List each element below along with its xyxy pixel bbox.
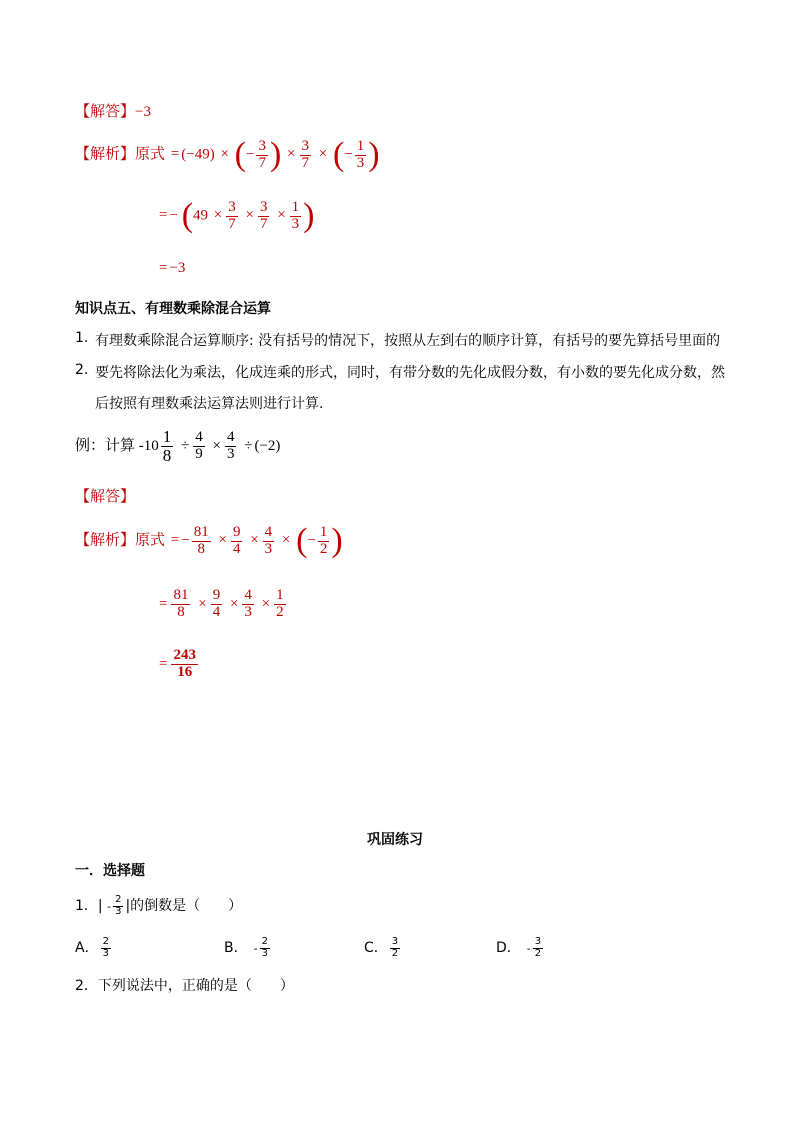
times-sign: ×	[212, 437, 221, 454]
fraction: $\frac{3}{7}$	[228, 198, 236, 232]
neg-sign: −	[181, 532, 190, 549]
abs-bar-open: |	[97, 898, 103, 914]
equals-sign: =	[170, 146, 180, 163]
analysis-line-2	[157, 199, 315, 233]
factor: (−49)	[181, 146, 215, 163]
paren-open: (	[181, 197, 194, 234]
option-c[interactable]	[364, 937, 402, 959]
yuanshi-label: 原式	[135, 532, 166, 549]
question-1	[75, 895, 242, 917]
answer-tag: 【解答】	[75, 102, 136, 120]
option-d[interactable]	[496, 937, 545, 959]
times-sign: ×	[218, 532, 227, 549]
answer-tag-2: 【解答】	[75, 487, 136, 505]
times-sign: ×	[213, 207, 223, 224]
abs-bar-close: |	[125, 898, 131, 914]
divisor: (−2)	[254, 437, 281, 454]
neg-sign: −	[246, 146, 255, 163]
fraction: $\frac{9}{4}$	[232, 523, 241, 557]
neg-sign: -	[253, 942, 258, 955]
list-item-2	[75, 362, 725, 381]
paren-open: (	[332, 136, 345, 173]
list-item-1	[75, 330, 721, 349]
analysis2-line-2	[157, 588, 288, 621]
option-label: A．	[75, 940, 99, 956]
analysis-line-1	[75, 138, 380, 172]
times-sign: ×	[287, 146, 296, 163]
fraction: $\frac{1}{2}$	[276, 587, 284, 620]
yuanshi-label: 原式	[135, 146, 166, 163]
neg-sign: -	[107, 900, 112, 913]
times-sign: ×	[229, 595, 239, 612]
fraction: $\frac{4}{9}$	[195, 429, 203, 462]
analysis-line-3	[157, 260, 185, 277]
fraction: $\frac{9}{4}$	[212, 587, 221, 620]
fraction: $\frac{2}{3}$	[102, 936, 109, 959]
section-heading: 知识点五、有理数乘除混合运算	[75, 301, 271, 317]
times-sign: ×	[318, 146, 328, 163]
paren-close: )	[303, 197, 315, 234]
example-problem	[75, 428, 280, 465]
list-number: 2.	[75, 362, 89, 378]
neg-sign: −	[307, 532, 316, 549]
answer-line-1	[75, 100, 151, 121]
fraction: $\frac{1}{2}$	[319, 523, 328, 557]
list-item-2-continuation: 后按照有理数乘法运算法则进行计算.	[95, 396, 324, 412]
fraction: $\frac{1}{8}$	[162, 427, 172, 465]
neg-sign: -	[526, 942, 531, 955]
paren-close: )	[331, 522, 343, 559]
mixed-number-whole: -10	[138, 437, 159, 454]
fraction: $\frac{81}{8}$	[173, 587, 189, 620]
practice-title: 巩固练习	[367, 832, 423, 848]
answer-value: −3	[135, 104, 151, 120]
divide-sign: ÷	[181, 437, 190, 454]
equals-sign: =	[159, 207, 168, 224]
times-sign: ×	[198, 595, 207, 612]
fraction: $\frac{2}{3}$	[115, 894, 122, 917]
analysis2-line-1	[75, 524, 343, 558]
times-sign: ×	[250, 532, 259, 549]
fraction: $\frac{3}{2}$	[391, 936, 399, 959]
times-sign: ×	[281, 532, 291, 549]
fraction: $\frac{4}{3}$	[244, 587, 252, 620]
option-label: D．	[496, 940, 521, 956]
neg-sign: −	[169, 207, 178, 224]
paren-close: )	[368, 136, 380, 173]
analysis-tag: 【解析】	[75, 146, 136, 163]
times-sign: ×	[245, 207, 254, 224]
fraction: $\frac{1}{3}$	[356, 137, 365, 171]
option-label: C．	[364, 940, 388, 956]
result-fraction: $\frac{243}{16}$	[173, 647, 196, 680]
list-number: 1.	[75, 330, 89, 346]
times-sign: ×	[220, 146, 229, 163]
fraction: $\frac{3}{7}$	[301, 137, 310, 171]
list-text: 要先将除法化为乘法，化成连乘的形式，同时，有带分数的先化成假分数，有小数的要先化成分数，然	[95, 365, 725, 381]
fraction: $\frac{2}{3}$	[261, 936, 268, 959]
factor: 49	[193, 207, 209, 224]
fraction: $\frac{81}{8}$	[193, 523, 209, 557]
question-2: 2．下列说法中，正确的是（ ）	[75, 978, 294, 994]
list-text: 有理数乘除混合运算顺序: 没有括号的情况下，按照从左到右的顺序计算，有括号的要先算括号里面的	[95, 333, 721, 349]
divide-sign: ÷	[244, 437, 253, 454]
equals-sign: =	[159, 260, 168, 276]
equals-sign: =	[170, 532, 180, 549]
option-b[interactable]	[224, 937, 272, 959]
question-text: 的倒数是（ ）	[130, 898, 243, 914]
fraction: $\frac{3}{7}$	[259, 198, 268, 232]
neg-sign: −	[344, 146, 353, 163]
fraction: $\frac{3}{7}$	[258, 137, 266, 171]
example-prompt: 例：计算	[75, 435, 136, 454]
fraction: $\frac{1}{3}$	[291, 198, 300, 232]
analysis2-line-3	[157, 648, 200, 681]
paren-close: )	[269, 136, 282, 173]
fraction: $\frac{3}{2}$	[534, 936, 542, 959]
option-a[interactable]	[75, 937, 113, 959]
fraction: $\frac{4}{3}$	[264, 523, 273, 557]
practice-section-heading: 一．选择题	[75, 863, 145, 879]
equals-sign: =	[159, 595, 168, 612]
option-label: B．	[224, 940, 248, 956]
fraction: $\frac{4}{3}$	[226, 429, 235, 462]
result-value: −3	[169, 260, 186, 276]
analysis-tag: 【解析】	[75, 532, 136, 549]
equals-sign: =	[159, 655, 168, 672]
times-sign: ×	[277, 207, 286, 224]
times-sign: ×	[261, 595, 271, 612]
paren-open: (	[234, 136, 246, 173]
paren-open: (	[296, 522, 308, 559]
question-number: 1．	[75, 898, 98, 914]
